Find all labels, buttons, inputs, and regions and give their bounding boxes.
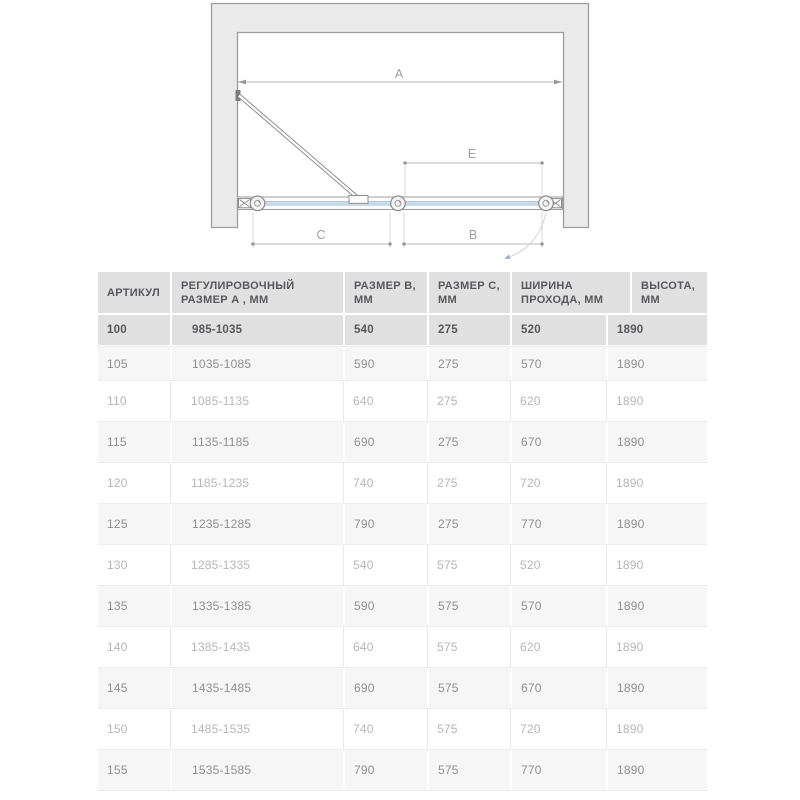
table-cell: 140 [107, 640, 128, 654]
table-cell: 275 [427, 347, 510, 380]
table-cell: 740 [343, 709, 427, 749]
roller-left [250, 196, 265, 211]
table-cell: 590 [343, 586, 427, 626]
table-cell: 620 [510, 381, 606, 421]
table-row [98, 421, 707, 462]
door-rail [238, 196, 563, 211]
column-header: РАЗМЕР B, ММ [343, 272, 427, 313]
table-row [98, 346, 707, 380]
table-cell: 590 [343, 347, 427, 380]
swing-arc-arrowhead [504, 255, 510, 260]
table-cell: 1135-1185 [170, 422, 343, 462]
roller-middle [391, 196, 406, 211]
table-cell: 1485-1535 [170, 709, 343, 749]
table-cell: 575 [427, 627, 510, 667]
table-cell: 690 [343, 668, 427, 708]
support-strut [236, 90, 359, 198]
table-cell: 1085-1135 [170, 381, 343, 421]
table-cell: 275 [427, 315, 510, 345]
table-row [98, 749, 707, 790]
table-cell: 1890 [606, 315, 707, 345]
table-cell: 1890 [606, 504, 707, 544]
table-row [98, 315, 707, 345]
table-cell: 1235-1285 [170, 504, 343, 544]
table-cell: 1890 [606, 709, 707, 749]
table-cell: 1535-1585 [170, 750, 343, 790]
table-cell: 275 [427, 381, 510, 421]
dimension-e-label: E [467, 147, 477, 161]
table-row [98, 544, 707, 585]
table-cell: 575 [427, 586, 510, 626]
table-cell: 620 [510, 627, 606, 667]
table-cell: 1435-1485 [170, 668, 343, 708]
table-cell: 1890 [606, 668, 707, 708]
table-body [98, 315, 707, 790]
table-cell: 1385-1435 [170, 627, 343, 667]
table-cell: 520 [510, 545, 606, 585]
table-cell: 145 [107, 681, 128, 695]
table-cell: 120 [107, 476, 128, 490]
roller-right [539, 196, 554, 211]
table-cell: 1890 [606, 545, 707, 585]
table-cell: 570 [510, 347, 606, 380]
dimension-a-label: A [394, 67, 404, 81]
dimension-b-label: B [468, 228, 478, 242]
dimension-a [238, 67, 562, 84]
table-cell: 1890 [606, 627, 707, 667]
table-cell: 1335-1385 [170, 586, 343, 626]
table-cell: 740 [343, 463, 427, 503]
dimension-b [402, 212, 544, 248]
table-cell: 125 [107, 517, 128, 531]
table-row [98, 667, 707, 708]
table-cell: 115 [107, 435, 127, 449]
table-header-row [98, 272, 707, 313]
table-cell: 130 [107, 558, 128, 572]
table-row [98, 380, 707, 421]
strut-rail-bracket [349, 196, 368, 204]
column-header: ШИРИНА ПРОХОДА, ММ [510, 272, 630, 313]
column-header: ВЫСОТА, ММ [630, 272, 707, 313]
table-cell: 150 [107, 722, 128, 736]
table-cell: 1890 [606, 422, 707, 462]
wall-bracket-left [239, 199, 251, 208]
table-cell: 520 [510, 315, 606, 345]
table-cell: 575 [427, 668, 510, 708]
table-cell: 100 [107, 324, 127, 336]
table-cell: 720 [510, 709, 606, 749]
table-cell: 110 [107, 394, 127, 408]
column-header: АРТИКУЛ [107, 286, 160, 299]
dimension-e [403, 147, 544, 196]
table-cell: 770 [510, 750, 606, 790]
table-cell: 1890 [606, 750, 707, 790]
table-cell: 1285-1335 [170, 545, 343, 585]
table-cell: 670 [510, 422, 606, 462]
table-row [98, 708, 707, 749]
table-cell: 575 [427, 750, 510, 790]
table-cell: 275 [427, 422, 510, 462]
table-cell: 790 [343, 504, 427, 544]
table-cell: 575 [427, 545, 510, 585]
table-cell: 720 [510, 463, 606, 503]
table-cell: 575 [427, 709, 510, 749]
dimension-c-label: C [316, 228, 326, 242]
table-cell: 540 [343, 545, 427, 585]
table-cell: 770 [510, 504, 606, 544]
swing-arc [504, 213, 546, 259]
table-cell: 1890 [606, 463, 707, 503]
dimension-c [251, 212, 392, 248]
table-cell: 275 [427, 504, 510, 544]
table-cell: 155 [107, 763, 128, 777]
table-row [98, 585, 707, 626]
table-cell: 985-1035 [170, 315, 343, 345]
table-cell: 670 [510, 668, 606, 708]
table-row [98, 626, 707, 667]
niche-walls [212, 4, 589, 228]
installation-diagram [0, 0, 800, 264]
table-cell: 640 [343, 627, 427, 667]
table-cell: 1185-1235 [170, 463, 343, 503]
table-cell: 690 [343, 422, 427, 462]
table-cell: 1035-1085 [170, 347, 343, 380]
table-cell: 105 [107, 356, 128, 371]
column-header: РАЗМЕР C, ММ [427, 272, 510, 313]
table-row [98, 503, 707, 544]
table-row [98, 462, 707, 503]
table-cell: 540 [343, 315, 427, 345]
table-cell: 275 [427, 463, 510, 503]
table-cell: 570 [510, 586, 606, 626]
table-cell: 1890 [606, 586, 707, 626]
spec-table [98, 272, 707, 791]
table-cell: 640 [343, 381, 427, 421]
table-cell: 1890 [606, 381, 707, 421]
table-cell: 790 [343, 750, 427, 790]
table-cell: 135 [107, 599, 128, 613]
table-cell: 1890 [606, 347, 707, 380]
column-header: РЕГУЛИРОВОЧНЫЙ РАЗМЕР А , ММ [170, 272, 343, 313]
